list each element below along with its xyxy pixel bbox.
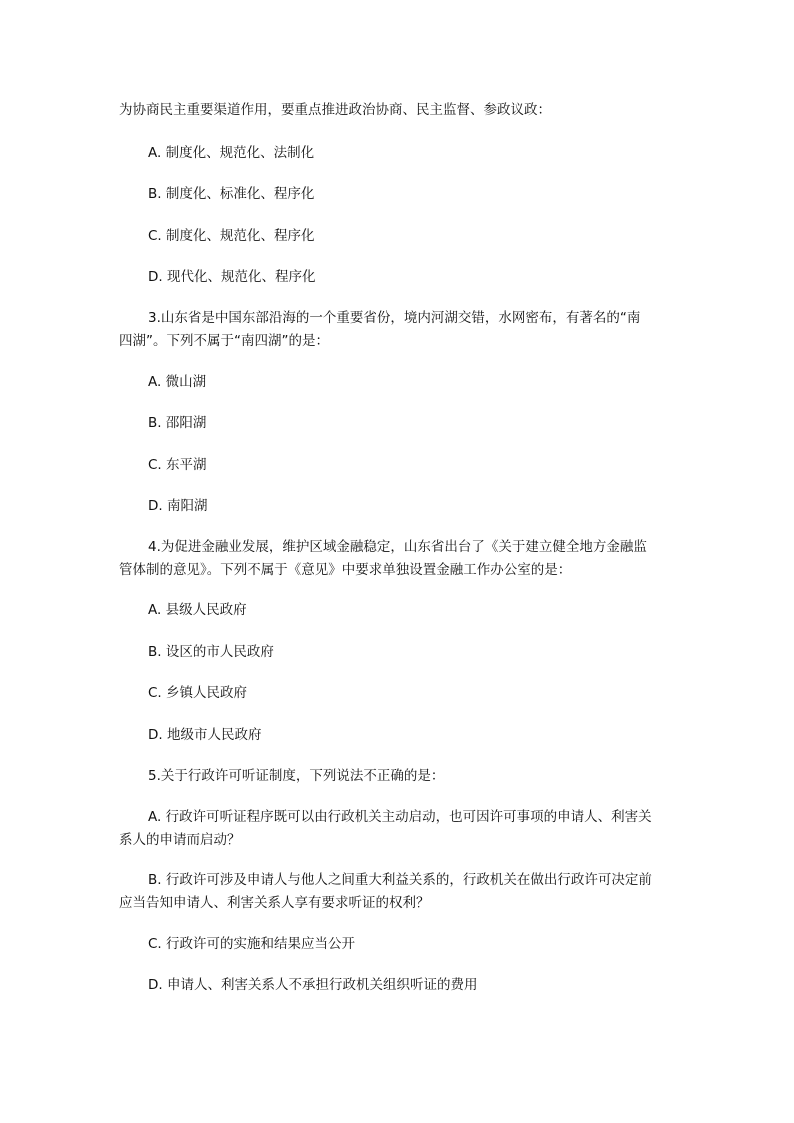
q3-option-c: C. 东平湖 — [148, 457, 207, 473]
q3-stem-line1: 3.山东省是中国东部沿海的一个重要省份，境内河湖交错，水网密布，有著名的“南 — [148, 310, 641, 326]
q2-option-b: B. 制度化、标准化、程序化 — [148, 186, 315, 202]
q5-stem: 5.关于行政许可听证制度，下列说法不正确的是： — [148, 768, 445, 784]
q2-option-a: A. 制度化、规范化、法制化 — [148, 145, 315, 161]
q4-option-c: C. 乡镇人民政府 — [148, 685, 248, 701]
intro-text: 为协商民主重要渠道作用，要重点推进政治协商、民主监督、参政议政： — [119, 102, 551, 118]
q5-option-b-line2: 应当告知申请人、利害关系人享有要求听证的权利？ — [119, 895, 430, 911]
q5-option-a-line2: 系人的申请而启动？ — [119, 832, 241, 848]
q5-option-c: C. 行政许可的实施和结果应当公开 — [148, 936, 356, 952]
q4-stem-line2: 管体制的意见》。下列不属于《意见》中要求单独设置金融工作办公室的是： — [119, 562, 572, 578]
q3-option-a: A. 微山湖 — [148, 374, 207, 390]
q3-stem-line2: 四湖”。下列不属于“南四湖”的是： — [119, 333, 329, 349]
q2-option-c: C. 制度化、规范化、程序化 — [148, 228, 315, 244]
q4-option-a: A. 县级人民政府 — [148, 602, 247, 618]
q5-option-b-line1: B. 行政许可涉及申请人与他人之间重大利益关系的，行政机关在做出行政许可决定前 — [148, 872, 652, 888]
q3-option-d: D. 南阳湖 — [148, 498, 208, 514]
q5-option-d: D. 申请人、利害关系人不承担行政机关组织听证的费用 — [148, 977, 478, 993]
q4-option-d: D. 地级市人民政府 — [148, 727, 262, 743]
q3-option-b: B. 邵阳湖 — [148, 415, 207, 431]
q4-stem-line1: 4.为促进金融业发展，维护区域金融稳定，山东省出台了《关于建立健全地方金融监 — [148, 539, 647, 555]
q4-option-b: B. 设区的市人民政府 — [148, 644, 274, 660]
q5-option-a-line1: A. 行政许可听证程序既可以由行政机关主动启动，也可因许可事项的申请人、利害关 — [148, 809, 652, 825]
q2-option-d: D. 现代化、规范化、程序化 — [148, 269, 316, 285]
